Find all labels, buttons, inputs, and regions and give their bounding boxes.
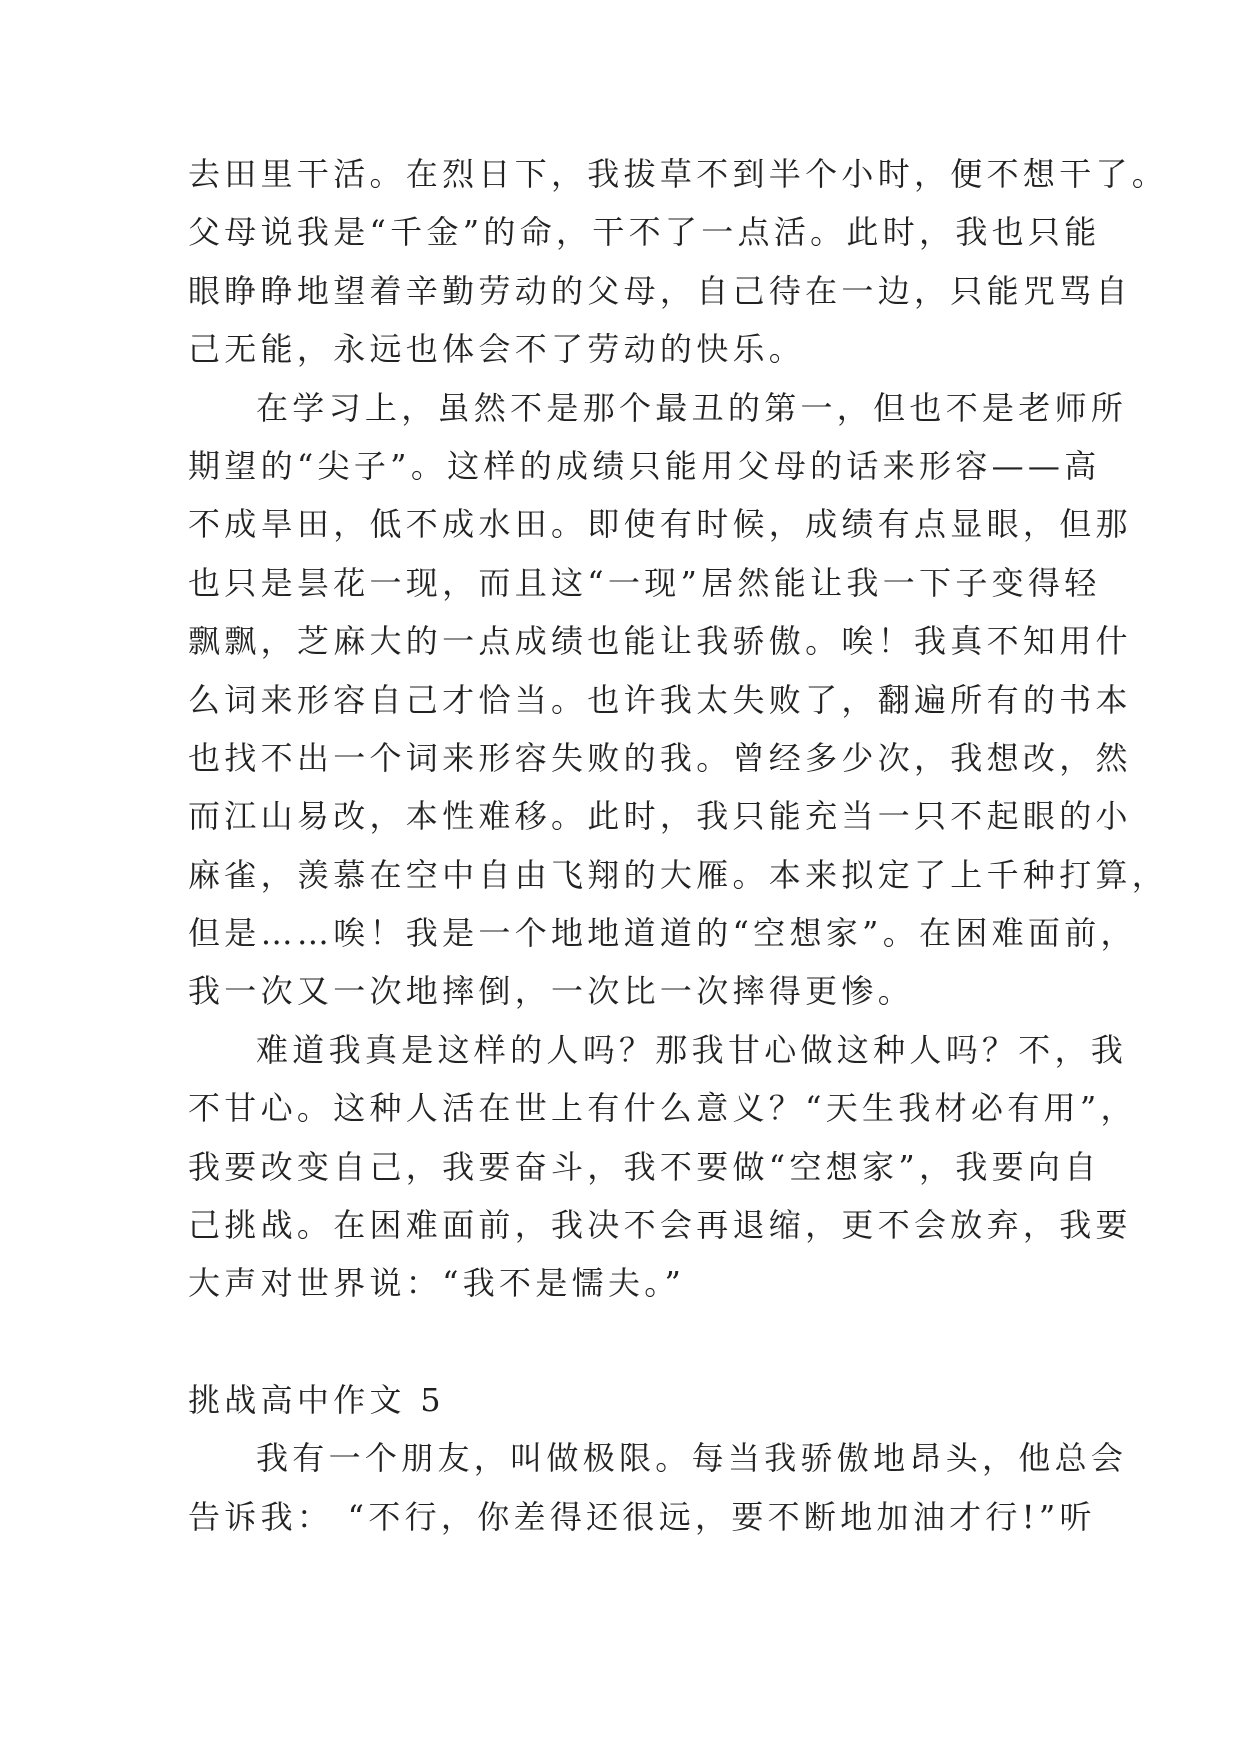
text-line: 大声对世界说：“我不是懦夫。” (188, 1264, 686, 1303)
text-line: 飘飘，芝麻大的一点成绩也能让我骄傲。唉！我真不知用什 (188, 622, 1132, 661)
text-line: 也只是昙花一现，而且这“一现”居然能让我一下子变得轻 (188, 563, 1101, 602)
text-line: 我要改变自己，我要奋斗，我不要做“空想家”，我要向自 (188, 1147, 1101, 1186)
text-line: 而江山易改，本性难移。此时，我只能充当一只不起眼的小 (188, 797, 1132, 836)
document-body (188, 145, 1169, 1546)
paragraph (188, 145, 1169, 379)
paragraph (188, 1429, 1128, 1546)
text-line: 己无能，永远也体会不了劳动的快乐。 (188, 330, 806, 369)
text-line: 但是……唉！我是一个地地道道的“空想家”。在困难面前， (188, 914, 1137, 953)
section-gap (188, 1313, 1058, 1371)
paragraph (188, 1021, 1137, 1313)
text-line: 不成旱田，低不成水田。即使有时候，成绩有点显眼，但那 (188, 505, 1132, 544)
section-heading: 挑战高中作文 5 (188, 1380, 445, 1419)
text-line: 在学习上，虽然不是那个最丑的第一，但也不是老师所 (256, 388, 1128, 427)
text-line: 去田里干活。在烈日下，我拔草不到半个小时，便不想干了。 (188, 155, 1169, 193)
text-line: 父母说我是“千金”的命，干不了一点活。此时，我也只能 (188, 213, 1101, 252)
text-line: 己挑战。在困难面前，我决不会再退缩，更不会放弃，我要 (188, 1206, 1132, 1245)
text-line: 麻雀，羡慕在空中自由飞翔的大雁。本来拟定了上千种打算， (188, 855, 1169, 894)
text-line: 我有一个朋友，叫做极限。每当我骄傲地昂头，他总会 (256, 1439, 1128, 1478)
text-line: 我一次又一次地摔倒，一次比一次摔得更惨。 (188, 972, 915, 1011)
paragraph (188, 379, 1169, 1021)
text-line: 么词来形容自己才恰当。也许我太失败了，翻遍所有的书本 (188, 680, 1132, 719)
text-line: 眼睁睁地望着辛勤劳动的父母，自己待在一边，只能咒骂自 (188, 271, 1132, 310)
text-line: 难道我真是这样的人吗？那我甘心做这种人吗？不，我 (256, 1030, 1128, 1069)
text-line: 也找不出一个词来形容失败的我。曾经多少次，我想改，然 (188, 738, 1132, 777)
text-line: 不甘心。这种人活在世上有什么意义？“天生我材必有用”， (188, 1089, 1137, 1128)
text-line: 期望的“尖子”。这样的成绩只能用父母的话来形容——高 (188, 446, 1101, 485)
text-line: 告诉我： “不行，你差得还很远，要不断地加油才行!”听 (188, 1497, 1096, 1536)
